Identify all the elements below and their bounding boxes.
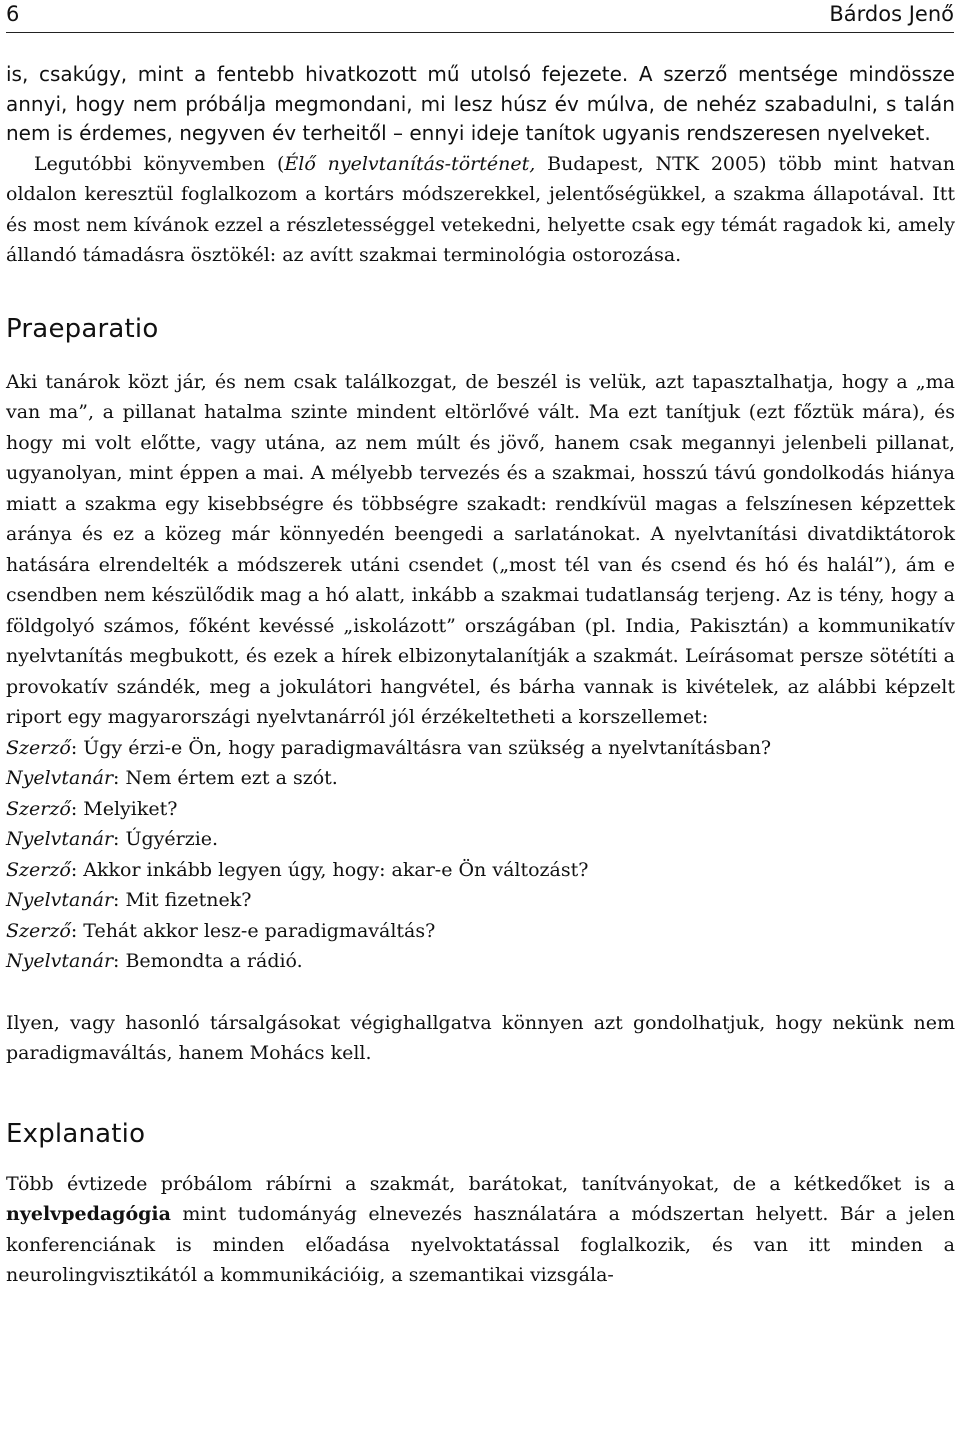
explanatio-paragraph — [6, 1169, 955, 1291]
dialogue-text: : Úgyérzie. — [113, 828, 219, 850]
dialogue-line — [6, 885, 955, 916]
praeparatio-paragraph: Aki tanárok közt jár, és nem csak találkozgat, de beszél is velük, azt tapasztalhatja, hogy a „ma van ma”, a pillanat hatalma szinte mindent eltörlővé vált. Ma ezt tanítjuk (ezt főztük mára), és hogy mi volt előtte, vagy utána, az nem múlt és jövő, hanem csak megannyi jelenbeli pillanat, ugyanolyan, mint éppen a mai. A mélyebb tervezés és a szakmai, hosszú távú gondolkodás hiánya miatt a szakma egy kisebbségre és többségre szakadt: rendkívül magas a felszínesen képzettek aránya és ez a közeg már könnyedén beengedi a sarlatánokat. A nyelvtanítási divatdiktátorok hatására elrendelték a módszerek utáni csendet („most tél van és csend és hó és halál”), ám e csendben nem készülődik mag a hó alatt, inkább a szakmai tudatlanság terjeng. Az is tény, hogy a földgolyó számos, főként kevéssé „iskolázott” országában (pl. India, Pakisztán) a kommunikatív nyelvtanítás megbukott, és ezek a hírek elbizonytalanítják a szakmát. Leírásomat persze sötétíti a provokatív szándék, meg a jokulátori hangvétel, és bárha vannak is kivételek, az alábbi képzelt riport egy magyarországi nyelvtanárról jól érzékeltetheti a korszellemet: — [6, 370, 955, 728]
intro-paragraph: is, csakúgy, mint a fentebb hivatkozott mű utolsó fejezete. A szerző mentsége mindössze annyi, hogy nem próbálja megmondani, mi lesz húsz év múlva, de nehéz szabadulni, s talán nem is érdemes, negyven év terheitől – ennyi ideje tanítok ugyanis rendszeresen nyelveket. — [6, 62, 955, 145]
dialogue-speaker: Nyelvtanár — [6, 950, 114, 972]
dialogue-speaker: Nyelvtanár — [6, 767, 114, 789]
explanatio-text-start: Több évtizede próbálom rábírni a szakmát, barátokat, tanítványokat, de a kétkedőket is a — [6, 1172, 955, 1195]
dialogue-line — [6, 946, 955, 977]
dialogue-line — [6, 855, 955, 886]
running-header — [6, 0, 954, 32]
page-number: 6 — [6, 2, 20, 26]
dialogue-text: : Nem értem ezt a szót. — [113, 767, 338, 789]
book-title: Élő nyelvtanítás-történet, — [284, 152, 536, 175]
running-author: Bárdos Jenő — [829, 2, 954, 26]
paragraph-text-rest: Budapest, NTK 2005) több mint hatvan oldalon keresztül foglalkozom a kortárs módszerekkel, jelentőségükkel, a szakma állapotával. Itt és most nem kívánok ezzel a részletességgel vetekedni, helyette csak egy témát ragadok ki, amely állandó támadásra ösztökél: az avítt szakmai terminológia ostorozása. — [6, 152, 955, 266]
dialogue-speaker: Szerző — [6, 797, 71, 820]
section-heading-praeparatio: Praeparatio — [6, 313, 159, 344]
explanatio-text-rest: mint tudományág elnevezés használatára a módszertan helyett. Bár a jelen konferenciának is minden előadása nyelvoktatással foglalkozik, és van itt minden a neurolingvisztikától a kommunikációig, a szemantikai vizsgála- — [6, 1203, 955, 1286]
dialogue-line — [6, 824, 955, 855]
dialogue-speaker: Szerző — [6, 736, 71, 759]
dialogue-text: : Tehát akkor lesz-e paradigmaváltás? — [70, 919, 436, 942]
dialogue — [6, 733, 955, 977]
header-rule — [6, 32, 954, 33]
dialogue-text: : Úgy érzi-e Ön, hogy paradigmaváltásra van szükség a nyelvtanításban? — [70, 736, 772, 759]
dialogue-text: : Melyiket? — [70, 797, 178, 820]
section-heading-explanatio: Explanatio — [6, 1118, 146, 1149]
closing-paragraph: Ilyen, vagy hasonló társalgásokat végighallgatva könnyen azt gondolhatjuk, hogy nekünk nem paradigmaváltás, hanem Mohács kell. — [6, 1011, 955, 1064]
page-content — [6, 60, 955, 1291]
dialogue-line — [6, 794, 955, 825]
dialogue-line — [6, 733, 955, 764]
dialogue-speaker: Nyelvtanár — [6, 828, 114, 850]
bold-term: nyelvpedagógia — [6, 1203, 171, 1225]
dialogue-speaker: Szerző — [6, 919, 71, 942]
dialogue-line — [6, 916, 955, 947]
dialogue-text: : Bemondta a rádió. — [113, 950, 303, 972]
dialogue-line — [6, 763, 955, 794]
dialogue-text: : Akkor inkább legyen úgy, hogy: akar-e Ön változást? — [70, 858, 589, 881]
paragraph-book-reference — [6, 149, 955, 271]
dialogue-text: : Mit fizetnek? — [113, 889, 252, 911]
dialogue-speaker: Nyelvtanár — [6, 889, 114, 911]
dialogue-speaker: Szerző — [6, 858, 71, 881]
paragraph-text-start: Legutóbbi könyvemben ( — [34, 152, 285, 175]
